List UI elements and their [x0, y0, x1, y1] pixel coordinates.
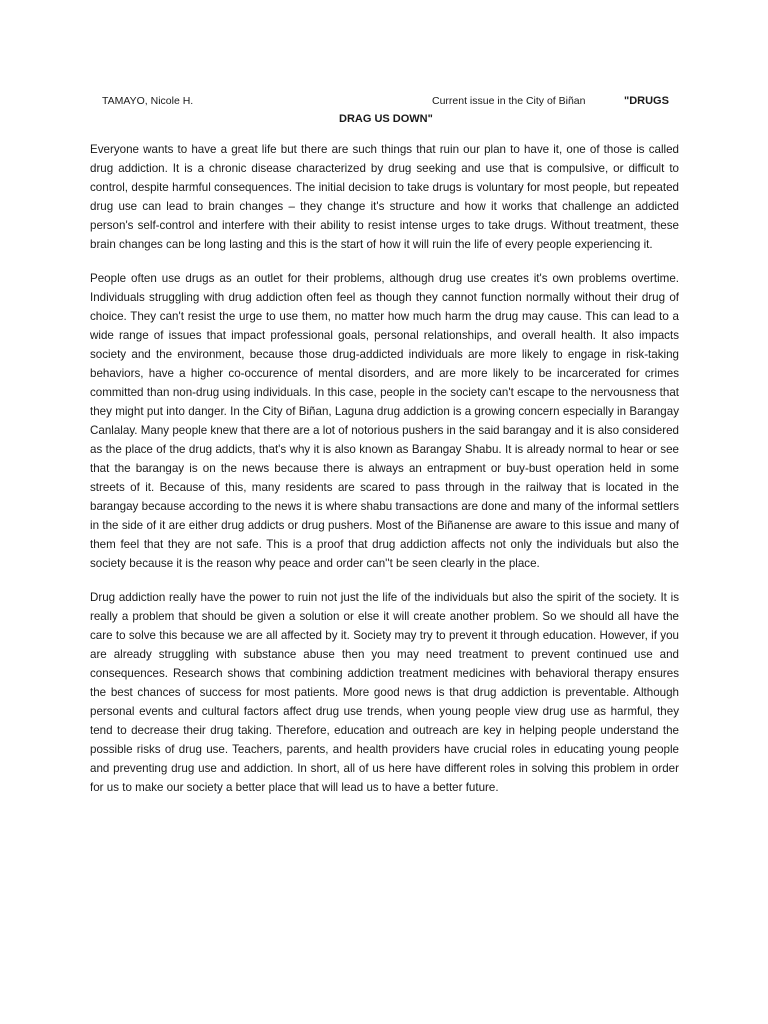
- issue-label: Current issue in the City of Biñan: [432, 95, 586, 107]
- paragraph-1: Everyone wants to have a great life but there are such things that ruin our plan to have it, one of those is called drug addiction. It is a chronic disease characterized by drug seeking and use that is compulsive, or difficult to control, despite harmful consequences. The initial decision to take drugs is voluntary for most people, but repeated drug use can lead to brain changes – they change it's structure and how it works that challenge an addicted person's self-control and interfere with their ability to resist intense urges to take drugs. Without treatment, these brain changes can be long lasting and this is the start of how it will ruin the life of every people experiencing it.: [90, 143, 679, 251]
- author-name: TAMAYO, Nicole H.: [102, 95, 194, 107]
- paragraph-2: People often use drugs as an outlet for their problems, although drug use creates it's own problems overtime. Individuals struggling with drug addiction often feel as though they cannot function normally without their drug of choice. They can't resist the urge to use them, no matter how much harm the drug may cause. This can lead to a wide range of issues that impact professional goals, personal relationships, and overall health. It also impacts society and the environment, because those drug-addicted individuals are more likely to engage in risk-taking behaviors, have a higher co-occurence of mental disorders, and are more likely to be incarcerated for crimes committed than non-drug using individuals. In this case, people in the society can't escape to the nervousness that they might put into danger. In the City of Biñan, Laguna drug addiction is a growing concern especially in Barangay Canlalay. Many people knew that there are a lot of notorious pushers in the said barangay and it is also considered as the place of the drug addicts, that's why it is also known as Barangay Shabu. It is already normal to hear or see that the barangay is on the news because there is always an entrapment or buy-bust operation held in some streets of it. Because of this, many residents are scared to pass through in the railway that is located in the barangay because according to the news it is where shabu transactions are done and many of the informal settlers in the side of it are either drug addicts or drug pushers. Most of the Biñanense are aware to this issue and many of them feel that they are not safe. This is a proof that drug addiction affects not only the individuals but also the society because it is the reason why peace and order can''t be seen clearly in the place.: [90, 272, 679, 570]
- essay-title-line-1: "DRUGS: [624, 95, 669, 107]
- paragraph-3: Drug addiction really have the power to ruin not just the life of the individuals but also the spirit of the society. It is really a problem that should be given a solution or else it will create another problem. So we should all have the care to solve this because we are all affected by it. Society may try to prevent it through education. However, if you are already struggling with substance abuse then you may need treatment to prevent continued use and consequences. Research shows that combining addiction treatment medicines with behavioral therapy ensures the best chances of success for most patients. More good news is that drug addiction is preventable. Although personal events and cultural factors affect drug use trends, when young people view drug use as harmful, they tend to decrease their drug taking. Therefore, education and outreach are key in helping people understand the possible risks of drug use. Teachers, parents, and health providers have crucial roles in educating young people and preventing drug use and addiction. In short, all of us here have different roles in solving this problem in order for us to make our society a better place that will lead us to have a better future.: [90, 591, 679, 794]
- essay-body: [90, 140, 679, 812]
- essay-title-line-2: DRAG US DOWN": [339, 113, 433, 125]
